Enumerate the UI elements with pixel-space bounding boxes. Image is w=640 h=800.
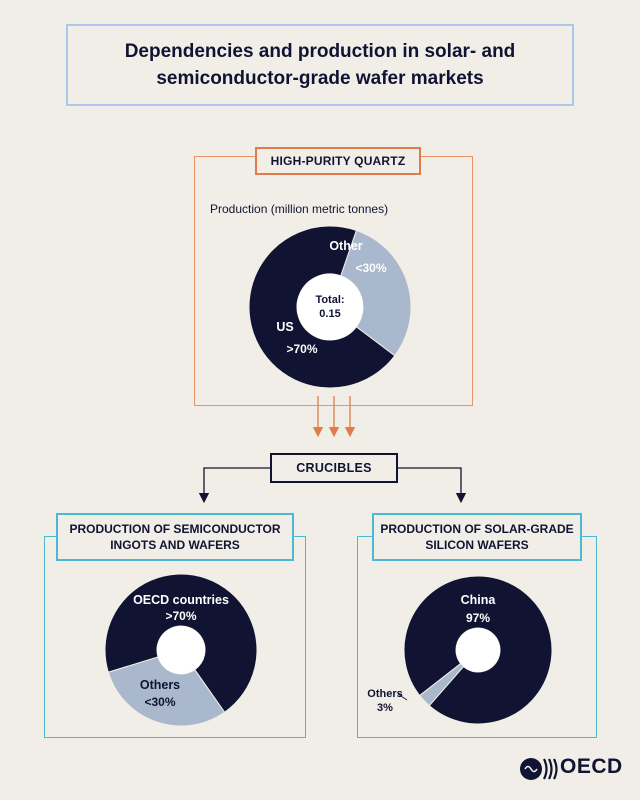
semiconductor-label: PRODUCTION OF SEMICONDUCTOR INGOTS AND WAFERS bbox=[56, 513, 294, 561]
solar-china-value: 97% bbox=[465, 611, 491, 625]
semi-oecd-label: OECD countries bbox=[133, 593, 229, 607]
solar-label: PRODUCTION OF SOLAR-GRADE SILICON WAFERS bbox=[372, 513, 582, 561]
semi-donut-hole bbox=[157, 626, 205, 674]
oecd-logo-icon bbox=[520, 758, 557, 780]
quartz-donut-hole bbox=[297, 274, 363, 340]
production-label: Production (million metric tonnes) bbox=[210, 202, 389, 216]
solar-others-value: 3% bbox=[377, 702, 393, 714]
quartz-us-value: >70% bbox=[286, 342, 318, 356]
semi-others-label: Others bbox=[139, 678, 181, 692]
solar-donut-hole bbox=[456, 628, 500, 672]
quartz-us-label: US bbox=[276, 320, 294, 334]
quartz-label: HIGH-PURITY QUARTZ bbox=[255, 147, 421, 175]
quartz-other-label: Other bbox=[329, 239, 363, 253]
crucibles-right-connector bbox=[398, 468, 461, 498]
crucibles-label: CRUCIBLES bbox=[270, 453, 398, 483]
quartz-other-value: <30% bbox=[355, 261, 387, 275]
crucibles-left-connector bbox=[204, 468, 270, 498]
page-title: Dependencies and production in solar- and semiconductor-grade wafer markets bbox=[124, 41, 516, 89]
solar-china-label: China bbox=[460, 593, 496, 607]
semi-others-value: <30% bbox=[144, 695, 176, 709]
quartz-total-label: Total: bbox=[315, 294, 345, 306]
solar-others-label: Others bbox=[367, 688, 403, 700]
oecd-logo-text: OECD bbox=[560, 755, 623, 778]
semi-oecd-value: >70% bbox=[165, 609, 197, 623]
quartz-total-value: 0.15 bbox=[319, 308, 341, 320]
